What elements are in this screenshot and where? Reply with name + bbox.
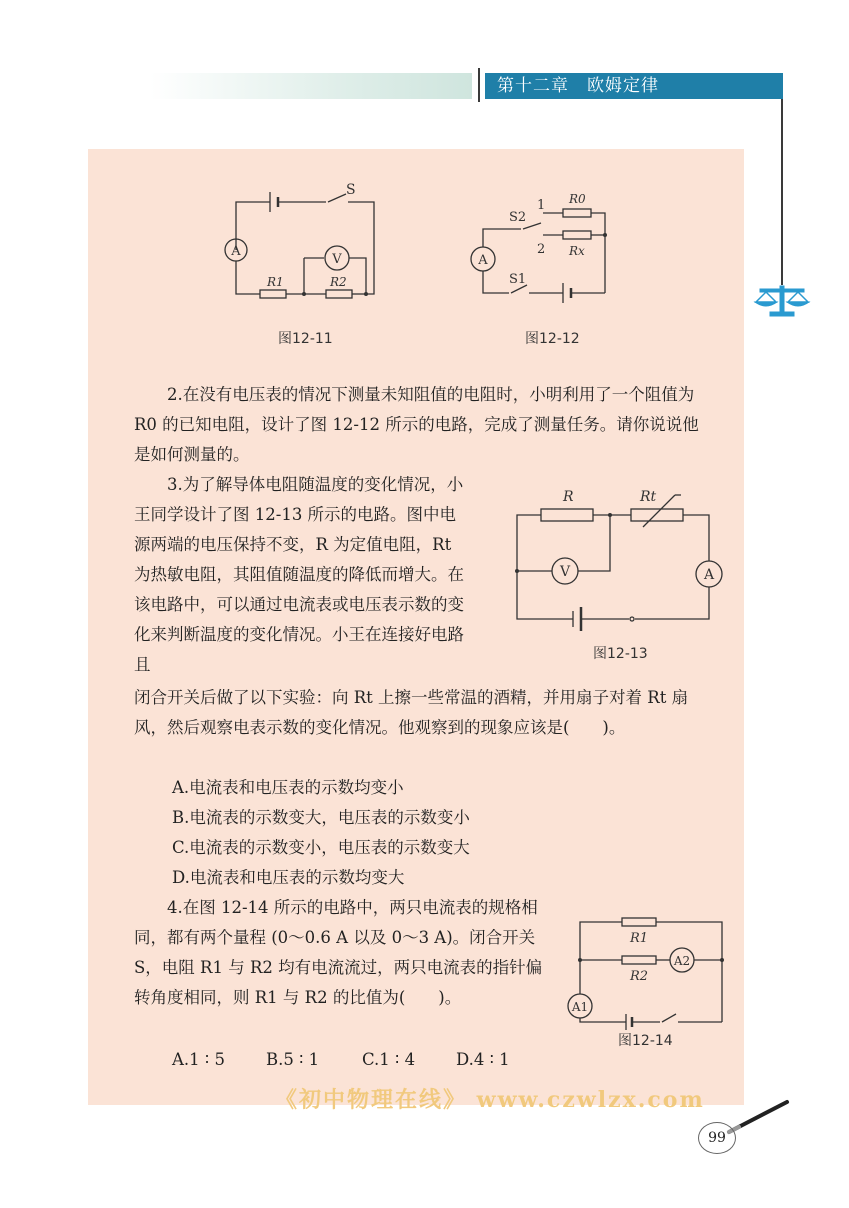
circuit-figure-12-12 [465,185,625,310]
fig13-voltmeter-label: V [559,564,571,580]
question-4 [134,893,544,1013]
circuit-figure-12-14 [562,910,732,1030]
q3-option-a: A.电流表和电压表的示数均变小 [172,778,404,797]
header-gradient-bar [150,73,472,99]
q4-option-b: B.5 ∶ 1 [266,1050,320,1069]
fig14-r1-label: R1 [630,931,649,946]
q3-option-c: C.电流表的示数变小，电压表的示数变大 [172,838,470,857]
watermark: 《初中物理在线》 www.czwlzx.com [275,1087,705,1113]
fig11-voltmeter-label: V [332,252,342,267]
q3-option-b: B.电流表的示数变大，电压表的示数变小 [172,808,470,827]
fig11-switch-label: S [346,182,356,198]
fig11-r2-label: R2 [330,275,347,289]
fig11-caption: 图12-11 [278,331,333,347]
circuit-figure-12-13 [505,485,730,640]
fig11-r1-label: R1 [267,275,284,289]
fig13-rt-label: Rt [640,489,657,505]
q3-option-d: D.电流表和电压表的示数均变大 [172,868,405,887]
fig12-pos2-label: 2 [537,242,546,257]
margin-line [781,99,783,285]
fig14-r2-label: R2 [630,969,649,984]
pen-icon [725,1098,795,1138]
question-3-part1: 3.为了解导体电阻随温度的变化情况，小王同学设计了图 12-13 所示的电路。图中电源两端的电压保持不变，R 为定值电阻，Rt 为热敏电阻，其阻值随温度的降低而增大。在该电路中，可以通过电流表或电压表示数的变化来判断温度的变化情况。小王在连接好电路且 [134,475,464,674]
fig13-r-label: R [563,489,574,505]
question-2 [134,380,700,470]
question-3-body [134,683,700,743]
fig12-s1-label: S1 [509,272,527,287]
q4-option-d: D.4 ∶ 1 [456,1050,510,1069]
fig12-s2-label: S2 [509,210,527,225]
fig12-ammeter-label: A [478,253,488,268]
question-3-part2: 闭合开关后做了以下实验：向 Rt 上擦一些常温的酒精，并用扇子对着 Rt 扇风，然后观察电表示数的变化情况。他观察到的现象应该是( )。 [134,688,689,737]
fig14-a1-label: A1 [571,1000,589,1014]
q4-option-a: A.1 ∶ 5 [172,1050,225,1069]
fig12-pos1-label: 1 [537,198,546,213]
fig12-caption: 图12-12 [525,331,580,347]
page-number: 99 [698,1122,736,1154]
q4-option-c: C.1 ∶ 4 [362,1050,416,1069]
balance-scale-icon [752,280,812,320]
fig13-caption: 图12-13 [593,646,648,662]
circuit-figure-12-11 [218,180,388,305]
header-separator [478,68,480,102]
fig12-r0-label: R0 [569,192,586,206]
fig14-caption: 图12-14 [618,1033,673,1049]
fig12-rx-label: Rx [569,244,585,258]
fig14-a2-label: A2 [673,954,691,968]
chapter-title: 第十二章 欧姆定律 [485,73,783,99]
question-4-text: 4.在图 12-14 所示的电路中，两只电流表的规格相同，都有两个量程 (0～0.6 A 以及 0～3 A)。闭合开关 S，电阻 R1 与 R2 均有电流流过，两只电流表的指针偏转角度相同，则 R1 与 R2 的比值为( )。 [134,898,543,1007]
fig11-ammeter-label: A [231,244,241,259]
question-2-text: 2.在没有电压表的情况下测量未知阻值的电阻时，小明利用了一个阻值为 R0 的已知电阻，设计了图 12-12 所示的电路，完成了测量任务。请你说说他是如何测量的。 [134,385,699,464]
question-3-intro [134,470,469,680]
fig13-ammeter-label: A [703,567,715,583]
